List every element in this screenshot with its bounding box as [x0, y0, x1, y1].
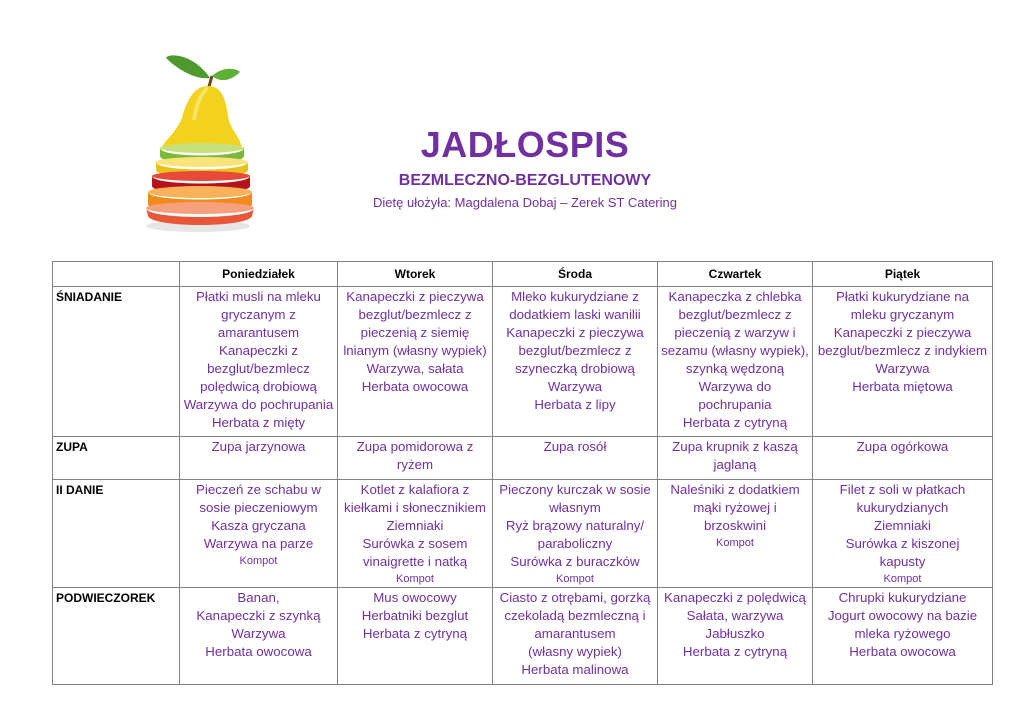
dish-line: pieczenią z siemię [360, 325, 470, 340]
menu-cell [658, 480, 813, 588]
menu-cell [493, 588, 658, 685]
meal-label: PODWIECZOREK [53, 588, 180, 685]
dish-line: Herbata owocowa [361, 379, 469, 394]
menu-cell [493, 287, 658, 437]
dish-line: Herbatniki bezglut [361, 608, 469, 623]
dish-line: Warzywa do [698, 379, 772, 394]
dish-line: Warzywa [875, 361, 930, 376]
dish-line: Ryż brązowy naturalny/ [505, 518, 645, 533]
dish-line: Warzywa, sałata [366, 361, 464, 376]
dish-line: bezglut/bezmlecz z [358, 307, 472, 322]
menu-cell [338, 480, 493, 588]
menu-cell [658, 437, 813, 480]
menu-cell [180, 437, 338, 480]
dish-line: Herbata z cytryną [362, 626, 468, 641]
menu-cell [180, 287, 338, 437]
page-title: JADŁOSPIS [420, 124, 630, 165]
fruit-slices-illustration [138, 48, 260, 238]
meal-label: ŚNIADANIE [53, 287, 180, 437]
dish-line: (własny wypiek) [528, 644, 622, 659]
dish-line: Herbata z lipy [534, 397, 616, 412]
dish-line: ryżem [396, 457, 434, 472]
dish-line: Jogurt owocowy na bazie [827, 608, 978, 623]
menu-cell [658, 287, 813, 437]
dish-line: Filet z soli w płatkach [839, 482, 966, 497]
dish-line: kukurydzianych [856, 500, 949, 515]
dish-line: vinaigrette i natką [362, 554, 468, 569]
dish-line: Kanapeczka z chlebka [668, 289, 802, 304]
dish-line: Banan, [237, 590, 280, 605]
dish-line: Pieczony kurczak w sosie [499, 482, 651, 497]
dish-line: Sałata, warzywa [686, 608, 784, 623]
dish-line: własnym [549, 500, 601, 515]
dish-line: bezglut/bezmlecz z indykiem [817, 343, 988, 358]
dish-line: Chrupki kukurydziane [838, 590, 967, 605]
dish-line: Ziemniaki [386, 518, 444, 533]
dish-line: Surówka z kiszonej [845, 536, 960, 551]
table-row [53, 588, 993, 685]
dish-line: Warzywa do pochrupania [183, 397, 334, 412]
dish-line: gryczanym z [221, 307, 296, 322]
dish-line: amarantusem [534, 626, 616, 641]
menu-cell [658, 588, 813, 685]
drink-line: Kompot [716, 537, 754, 549]
menu-cell [813, 588, 993, 685]
dish-line: pieczenią z warzyw i [674, 325, 796, 340]
menu-cell [338, 287, 493, 437]
day-header: Poniedziałek [180, 262, 338, 287]
dish-line: Kanapeczki z [218, 343, 299, 358]
table-row [53, 287, 993, 437]
table-row [53, 480, 993, 588]
dish-line: Ciasto z otrębami, gorzką [499, 590, 651, 605]
menu-cell [338, 588, 493, 685]
dish-line: Herbata owocowa [849, 644, 956, 659]
dish-line: Kanapeczki z pieczywa [506, 325, 644, 340]
dish-line: Mleko kukurydziane z [511, 289, 639, 304]
dish-line: mleka ryżowego [854, 626, 951, 641]
dish-line: kiełkami i słonecznikiem [344, 500, 486, 515]
menu-cell [338, 437, 493, 480]
dish-line: bezglut/bezmlecz [207, 361, 310, 376]
dish-line: Zupa pomidorowa z [356, 439, 474, 454]
menu-cell [813, 287, 993, 437]
menu-cell [813, 480, 993, 588]
dish-line: lnianym (własny wypiek) [343, 343, 487, 358]
dish-line: pochrupania [698, 397, 772, 412]
dish-line: kapusty [879, 554, 926, 569]
dish-line: szyneczką drobiową [515, 361, 635, 376]
dish-line: Warzywa [231, 626, 286, 641]
dish-line: brzoskwini [703, 518, 767, 533]
menu-table [52, 261, 993, 685]
corner-cell [53, 262, 180, 287]
dish-line: amarantusem [217, 325, 300, 340]
dish-line: Warzywa na parze [203, 536, 314, 551]
dish-line: Pieczeń ze schabu w [196, 482, 321, 497]
dish-line: Kanapeczki z pieczywa [833, 325, 972, 340]
drink-line: Kompot [396, 573, 434, 585]
day-header: Piątek [813, 262, 993, 287]
dish-line: Zupa ogórkowa [856, 439, 949, 454]
dish-line: Mus owocowy [373, 590, 457, 605]
dish-line: Kanapeczki z szynką [196, 608, 321, 623]
page-subtitle: BEZMLECZNO-BEZGLUTENOWY [398, 172, 652, 189]
dish-line: Herbata z cytryną [682, 415, 788, 430]
dish-line: Kotlet z kalafiora z [360, 482, 470, 497]
dish-line: Kanapeczki z polędwicą [664, 590, 806, 605]
dish-line: Kanapeczki z pieczywa [346, 289, 484, 304]
dish-line: Herbata malinowa [521, 662, 629, 677]
menu-cell [493, 480, 658, 588]
dish-line: mąki ryżowej i [693, 500, 777, 515]
dish-line: mleku gryczanym [850, 307, 955, 322]
dish-line: Warzywa [547, 379, 603, 394]
dish-line: bezglut/bezmlecz z [518, 343, 632, 358]
dish-line: Płatki musli na mleku [196, 289, 321, 304]
drink-line: Kompot [883, 573, 922, 585]
dish-line: Surówka z buraczków [510, 554, 640, 569]
menu-cell [180, 480, 338, 588]
dish-line: paraboliczny [537, 536, 613, 551]
menu-cell [813, 437, 993, 480]
dish-line: Zupa krupnik z kaszą [672, 439, 798, 454]
dish-line: Ziemniaki [874, 518, 931, 533]
table-header-row [53, 262, 993, 287]
table-row [53, 437, 993, 480]
dish-line: Jabłuszko [705, 626, 765, 641]
dish-line: jaglaną [713, 457, 757, 472]
meal-label: ZUPA [53, 437, 180, 480]
dish-line: sosie pieczeniowym [199, 500, 318, 515]
drink-line: Kompot [239, 555, 278, 567]
dish-line: sezamu (własny wypiek), [661, 343, 809, 358]
day-header: Środa [493, 262, 658, 287]
menu-cell [180, 588, 338, 685]
dish-line: czekoladą bezmleczną i [504, 608, 646, 623]
dish-line: Herbata z cytryną [682, 644, 788, 659]
dish-line: dodatkiem laski wanilii [509, 307, 641, 322]
menu-cell [493, 437, 658, 480]
dish-line: Zupa jarzynowa [211, 439, 306, 454]
dish-line: Kasza gryczana [211, 518, 306, 533]
author-line: Dietę ułożyła: Magdalena Dobaj – Zerek ST Catering [373, 195, 677, 210]
dish-line: Naleśniki z dodatkiem [670, 482, 800, 497]
dish-line: bezglut/bezmlecz z [678, 307, 792, 322]
dish-line: Płatki kukurydziane na [835, 289, 970, 304]
dish-line: Surówka z sosem [362, 536, 468, 551]
dish-line: Herbata z mięty [211, 415, 306, 430]
dish-line: polędwicą drobiową [200, 379, 317, 394]
dish-line: Zupa rosół [543, 439, 607, 454]
dish-line: Herbata owocowa [205, 644, 312, 659]
dish-line: Herbata miętowa [852, 379, 953, 394]
day-header: Czwartek [658, 262, 813, 287]
meal-label: II DANIE [53, 480, 180, 588]
drink-line: Kompot [556, 573, 594, 585]
day-header: Wtorek [338, 262, 493, 287]
dish-line: szynką wędzoną [685, 361, 785, 376]
